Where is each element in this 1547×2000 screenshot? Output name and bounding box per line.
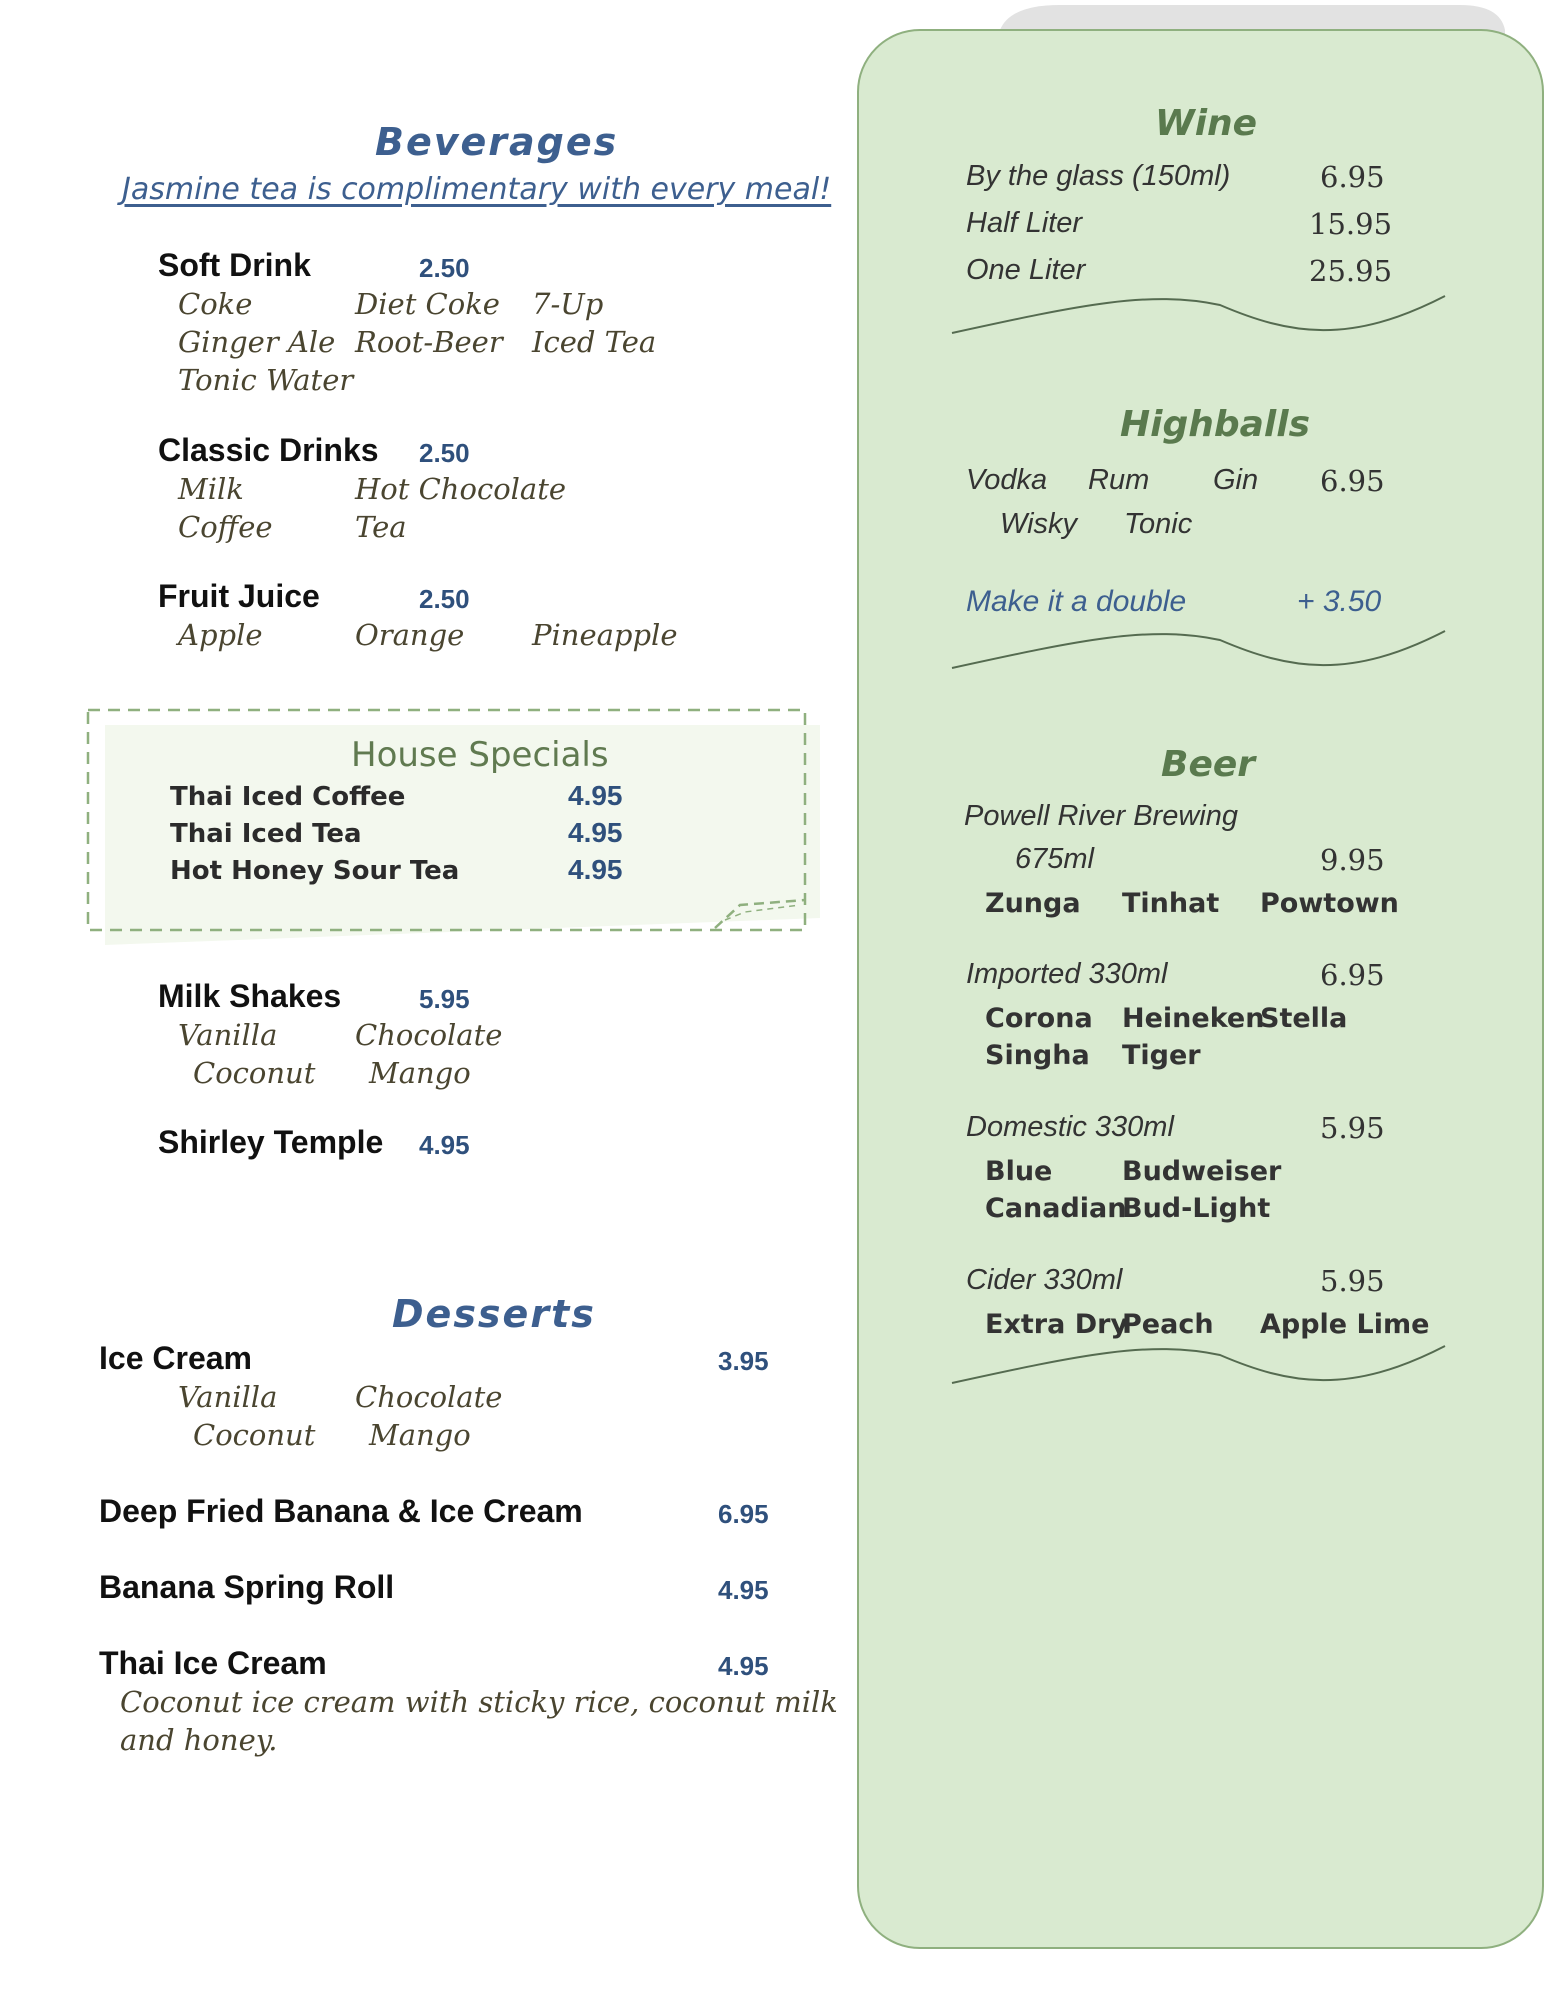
imported-beer-option: Singha (985, 1040, 1090, 1071)
thai-ice-cream-price: 4.95 (718, 1651, 769, 1681)
beverages-title: Beverages (375, 120, 619, 164)
soft-drink-option: Diet Coke (355, 287, 500, 321)
cider-option: Peach (1122, 1309, 1214, 1340)
classic-drinks-option: Coffee (178, 510, 273, 544)
shirley-temple-price: 4.95 (419, 1130, 470, 1160)
wine-item-price: 25.95 (1309, 254, 1393, 288)
fruit-juice-name: Fruit Juice (158, 578, 320, 614)
powell-river-option: Powtown (1260, 888, 1399, 919)
milk-shakes-price: 5.95 (419, 984, 470, 1014)
imported-beer-option: Tiger (1122, 1040, 1201, 1071)
ice-cream-option: Chocolate (355, 1380, 503, 1414)
cider-option: Extra Dry (985, 1309, 1129, 1340)
banana-spring-roll-price: 4.95 (718, 1575, 769, 1605)
highballs-option: Vodka (966, 464, 1048, 496)
cider-option: Apple Lime (1260, 1309, 1430, 1340)
domestic-beer-price: 5.95 (1320, 1111, 1385, 1145)
fruit-juice-option: Orange (355, 618, 465, 652)
domestic-beer-label: Domestic 330ml (966, 1111, 1174, 1143)
soft-drink-option: Tonic Water (178, 363, 354, 397)
wine-item-price: 15.95 (1309, 207, 1393, 241)
soft-drink-option: Ginger Ale (178, 325, 336, 359)
wine-item-name: Half Liter (966, 207, 1083, 239)
highballs-option: Rum (1088, 464, 1150, 496)
soft-drink-option: Coke (178, 287, 253, 321)
wine-item-price: 6.95 (1320, 160, 1385, 194)
classic-drinks-option: Milk (178, 472, 244, 506)
house-special-price: 4.95 (568, 854, 623, 885)
milk-shakes-option: Vanilla (178, 1018, 278, 1052)
fruit-juice-price: 2.50 (419, 584, 470, 614)
soft-drink-option: Root-Beer (355, 325, 503, 359)
wine-item-name: By the glass (150ml) (966, 160, 1231, 192)
house-special-price: 4.95 (568, 817, 623, 848)
imported-beer-option: Stella (1260, 1003, 1348, 1034)
cider-label: Cider 330ml (966, 1264, 1123, 1296)
thai-ice-cream-description: Coconut ice cream with sticky rice, coconut milk (120, 1685, 838, 1719)
ice-cream-name: Ice Cream (99, 1340, 252, 1376)
classic-drinks-name: Classic Drinks (158, 432, 379, 468)
thai-ice-cream-name: Thai Ice Cream (99, 1645, 327, 1681)
deep-fried-banana-name: Deep Fried Banana & Ice Cream (99, 1493, 583, 1529)
domestic-beer-option: Bud-Light (1122, 1193, 1271, 1224)
house-special-price: 4.95 (568, 780, 623, 811)
soft-drink-name: Soft Drink (158, 247, 311, 283)
thai-ice-cream-description: and honey. (120, 1723, 278, 1757)
beverages-tagline: Jasmine tea is complimentary with every meal! (122, 172, 832, 207)
domestic-beer-option: Blue (985, 1156, 1053, 1187)
imported-beer-option: Corona (985, 1003, 1093, 1034)
highballs-title: Highballs (1120, 404, 1311, 445)
powell-river-price: 9.95 (1320, 843, 1385, 877)
imported-beer-label: Imported 330ml (966, 958, 1168, 990)
house-specials-title: House Specials (351, 735, 609, 775)
imported-beer-price: 6.95 (1320, 958, 1385, 992)
classic-drinks-option: Hot Chocolate (355, 472, 567, 506)
highballs-price: 6.95 (1320, 464, 1385, 498)
powell-river-option: Tinhat (1122, 888, 1220, 919)
highballs-option: Gin (1213, 464, 1259, 496)
milk-shakes-option: Coconut (193, 1056, 316, 1090)
desserts-title: Desserts (392, 1292, 596, 1336)
shirley-temple-name: Shirley Temple (158, 1124, 384, 1160)
milk-shakes-option: Mango (369, 1056, 471, 1090)
make-it-double-label: Make it a double (966, 585, 1187, 618)
beer-title: Beer (1161, 744, 1256, 785)
house-special-name: Thai Iced Tea (170, 819, 362, 849)
deep-fried-banana-price: 6.95 (718, 1499, 769, 1529)
cider-price: 5.95 (1320, 1264, 1385, 1298)
ice-cream-option: Mango (369, 1418, 471, 1452)
imported-beer-option: Heineken (1122, 1003, 1265, 1034)
soft-drink-option: 7-Up (532, 287, 604, 321)
fruit-juice-option: Apple (178, 618, 263, 652)
domestic-beer-option: Budweiser (1122, 1156, 1282, 1187)
wine-title: Wine (1155, 103, 1258, 144)
house-special-name: Hot Honey Sour Tea (170, 856, 460, 886)
ice-cream-price: 3.95 (718, 1346, 769, 1376)
wine-item-name: One Liter (966, 254, 1086, 286)
powell-river-size: 675ml (1015, 843, 1094, 875)
highballs-option: Tonic (1124, 508, 1193, 540)
ice-cream-option: Coconut (193, 1418, 316, 1452)
classic-drinks-option: Tea (355, 510, 407, 544)
house-special-name: Thai Iced Coffee (170, 782, 406, 812)
fruit-juice-option: Pineapple (532, 618, 678, 652)
milk-shakes-name: Milk Shakes (158, 978, 342, 1014)
soft-drink-price: 2.50 (419, 253, 470, 283)
milk-shakes-option: Chocolate (355, 1018, 503, 1052)
highballs-option: Wisky (1000, 508, 1078, 540)
make-it-double-price: + 3.50 (1297, 585, 1382, 618)
banana-spring-roll-name: Banana Spring Roll (99, 1569, 395, 1605)
classic-drinks-price: 2.50 (419, 438, 470, 468)
soft-drink-option: Iced Tea (532, 325, 657, 359)
ice-cream-option: Vanilla (178, 1380, 278, 1414)
powell-river-option: Zunga (985, 888, 1081, 919)
domestic-beer-option: Canadian (985, 1193, 1127, 1224)
powell-river-label: Powell River Brewing (964, 800, 1238, 832)
drinks-panel (858, 30, 1543, 1948)
